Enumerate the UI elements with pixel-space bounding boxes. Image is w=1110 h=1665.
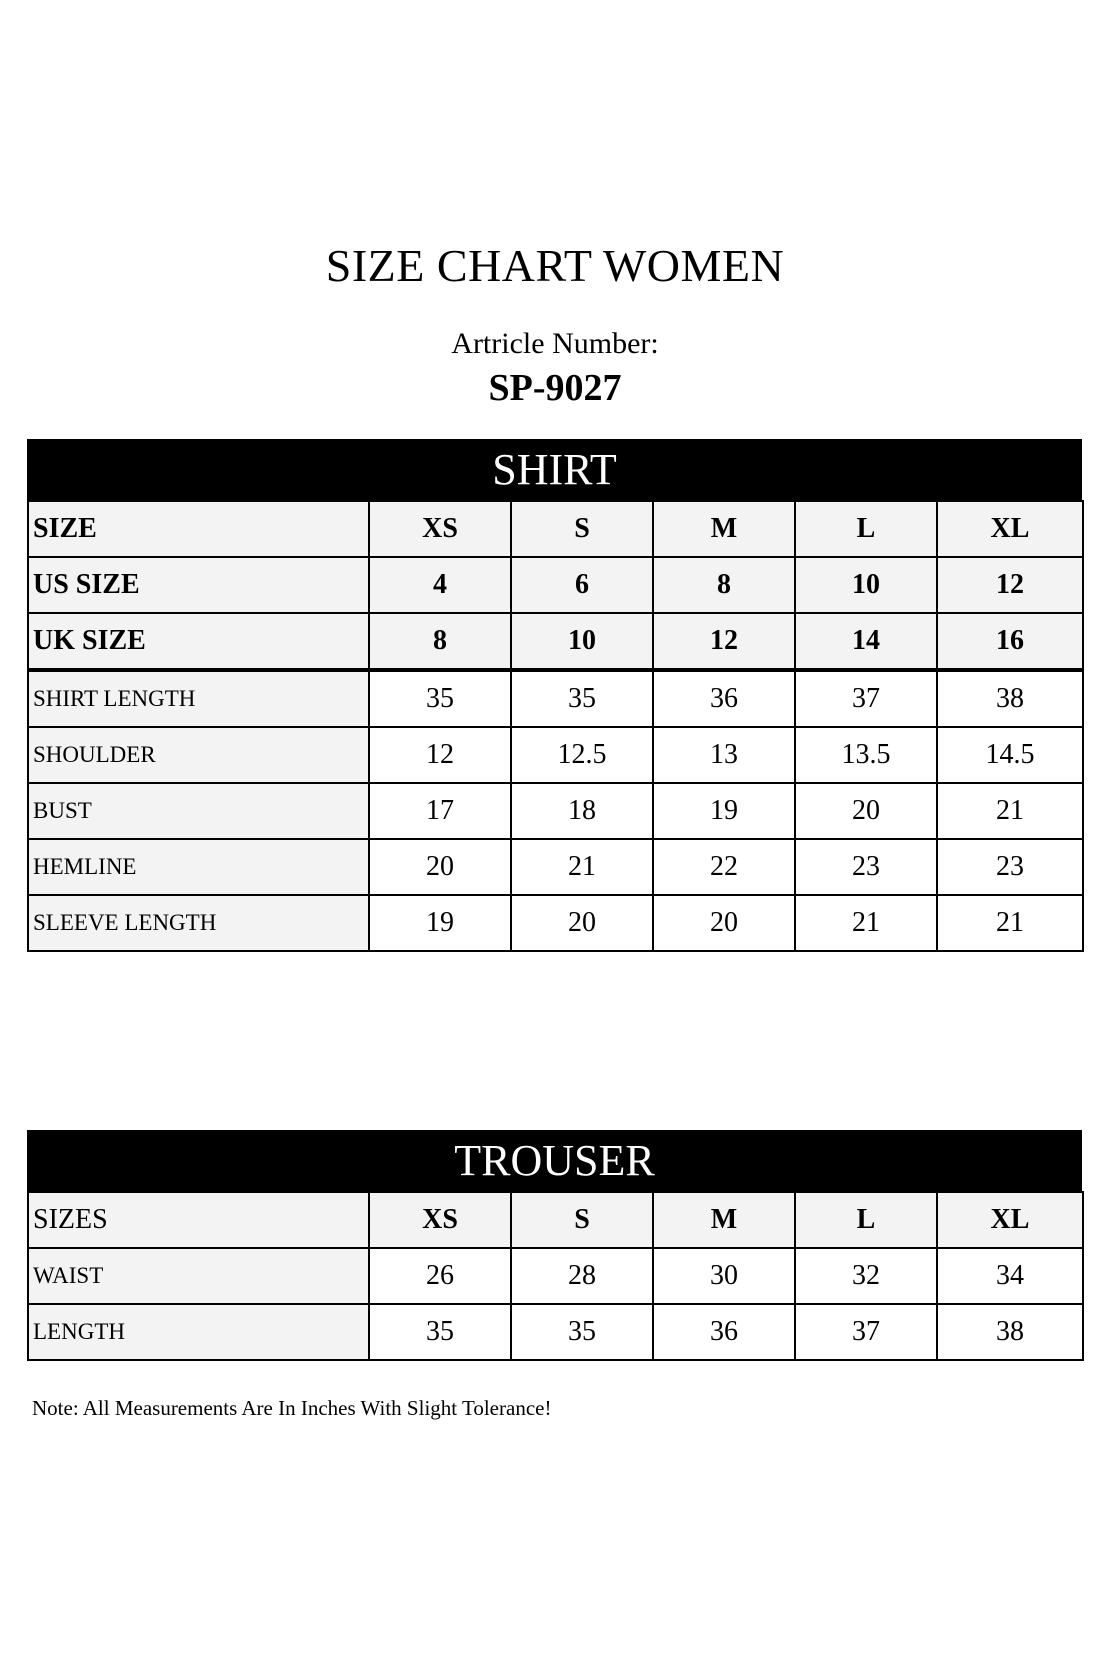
row-label: LENGTH [28, 1304, 369, 1360]
table-cell: 13 [653, 727, 795, 783]
table-row [28, 670, 1083, 727]
trouser-sizes-row [28, 1192, 1083, 1248]
table-cell: 35 [511, 1304, 653, 1360]
table-cell: 36 [653, 1304, 795, 1360]
table-cell: 20 [795, 783, 937, 839]
table-cell: 35 [369, 1304, 511, 1360]
table-cell: 20 [653, 895, 795, 951]
table-row [28, 839, 1083, 895]
table-cell: 23 [795, 839, 937, 895]
table-cell: 21 [511, 839, 653, 895]
size-l: L [795, 501, 937, 557]
table-cell: 20 [511, 895, 653, 951]
table-row [28, 895, 1083, 951]
table-cell: 18 [511, 783, 653, 839]
table-cell: 6 [511, 557, 653, 613]
shirt-size-row [28, 501, 1083, 557]
page-title: SIZE CHART WOMEN [325, 240, 785, 291]
table-cell: 21 [795, 895, 937, 951]
table-cell: 37 [795, 1304, 937, 1360]
sizes-label: SIZES [28, 1192, 369, 1248]
row-label: BUST [28, 783, 369, 839]
shirt-table-heading: SHIRT [27, 439, 1082, 500]
article-number-label: Artricle Number: [451, 327, 659, 360]
table-cell: 4 [369, 557, 511, 613]
row-label: SHIRT LENGTH [28, 670, 369, 727]
uk-size-row [28, 613, 1083, 670]
table-cell: 38 [937, 1304, 1083, 1360]
table-cell: 26 [369, 1248, 511, 1304]
size-xs: XS [369, 1192, 511, 1248]
table-cell: 20 [369, 839, 511, 895]
table-cell: 38 [937, 670, 1083, 727]
table-row [28, 727, 1083, 783]
us-size-row [28, 557, 1083, 613]
table-cell: 8 [369, 613, 511, 670]
table-cell: 10 [511, 613, 653, 670]
table-cell: 30 [653, 1248, 795, 1304]
table-cell: 21 [937, 895, 1083, 951]
table-cell: 8 [653, 557, 795, 613]
row-label: WAIST [28, 1248, 369, 1304]
table-cell: 23 [937, 839, 1083, 895]
table-cell: 12.5 [511, 727, 653, 783]
uk-size-label: UK SIZE [28, 613, 369, 670]
size-xl: XL [937, 501, 1083, 557]
size-xs: XS [369, 501, 511, 557]
size-xl: XL [937, 1192, 1083, 1248]
table-cell: 12 [653, 613, 795, 670]
table-cell: 28 [511, 1248, 653, 1304]
table-cell: 37 [795, 670, 937, 727]
shirt-size-table [27, 439, 1082, 952]
table-row [28, 1304, 1083, 1360]
table-cell: 14 [795, 613, 937, 670]
trouser-table-heading: TROUSER [27, 1130, 1082, 1191]
table-cell: 35 [511, 670, 653, 727]
row-label: SLEEVE LENGTH [28, 895, 369, 951]
table-cell: 12 [369, 727, 511, 783]
row-label: HEMLINE [28, 839, 369, 895]
table-row [28, 1248, 1083, 1304]
table-cell: 35 [369, 670, 511, 727]
table-row [28, 783, 1083, 839]
size-m: M [653, 1192, 795, 1248]
table-cell: 10 [795, 557, 937, 613]
table-cell: 21 [937, 783, 1083, 839]
size-s: S [511, 501, 653, 557]
table-cell: 32 [795, 1248, 937, 1304]
shirt-grid [27, 500, 1084, 952]
table-cell: 36 [653, 670, 795, 727]
size-m: M [653, 501, 795, 557]
table-cell: 17 [369, 783, 511, 839]
table-cell: 22 [653, 839, 795, 895]
size-s: S [511, 1192, 653, 1248]
table-cell: 12 [937, 557, 1083, 613]
table-cell: 14.5 [937, 727, 1083, 783]
table-cell: 19 [653, 783, 795, 839]
article-number: SP-9027 [488, 367, 622, 409]
table-cell: 16 [937, 613, 1083, 670]
table-cell: 13.5 [795, 727, 937, 783]
shirt-size-label: SIZE [28, 501, 369, 557]
trouser-size-table [27, 1130, 1082, 1361]
table-cell: 19 [369, 895, 511, 951]
trouser-grid [27, 1191, 1084, 1361]
row-label: SHOULDER [28, 727, 369, 783]
measurement-note: Note: All Measurements Are In Inches With Slight Tolerance! [32, 1396, 552, 1420]
size-l: L [795, 1192, 937, 1248]
table-cell: 34 [937, 1248, 1083, 1304]
us-size-label: US SIZE [28, 557, 369, 613]
